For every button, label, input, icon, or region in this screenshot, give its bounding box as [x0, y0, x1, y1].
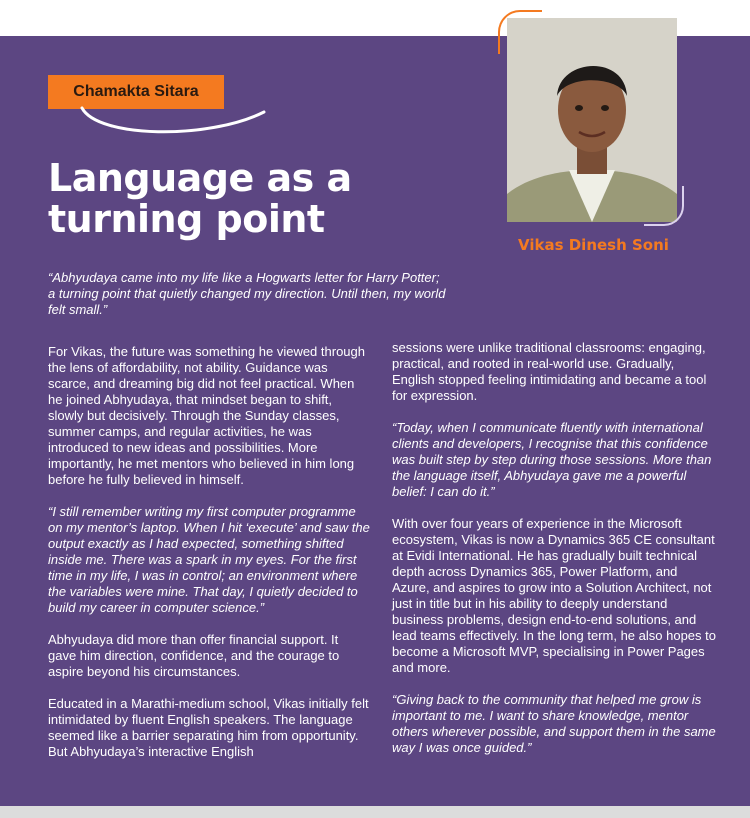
bottom-margin [0, 806, 750, 818]
right-column [392, 340, 716, 772]
paragraph: With over four years of experience in the Microsoft ecosystem, Vikas is now a Dynamics 365 CE consultant at Evidi International. He has gradually built technical depth across Dynamics 365, Power Platform, and Azure, and aspires to grow into a Solution Architect, not just in title but in his ability to deeply understand business problems, design end-to-end solutions, and lead teams effectively. In the long term, he also hopes to become a Microsoft MVP, specialising in Power Pages and more. [392, 516, 716, 675]
quote-paragraph: “I still remember writing my first computer programme on my mentor’s laptop. When I hit ‘execute’ and saw the output exactly as I had expected, something shifted inside me. There was a spark in my eyes. For the first time in my life, I was in control; an environment where the variables were mine. That day, I quietly decided to build my career in computer science.” [48, 504, 370, 615]
lead-quote: “Abhyudaya came into my life like a Hogwarts letter for Harry Potter; a turning point that quietly changed my direction. Until then, my world felt small.” [48, 270, 446, 317]
paragraph: Abhyudaya did more than offer financial support. It gave him direction, confidence, and the courage to aspire beyond his circumstances. [48, 632, 340, 679]
paragraph: sessions were unlike traditional classrooms: engaging, practical, and rooted in real-world use. Gradually, English stopped feeling intimidating and became a tool for expression. [392, 340, 707, 403]
left-column [48, 344, 370, 776]
section-tag: Chamakta Sitara [48, 75, 224, 109]
photo-accent-bottom [644, 186, 684, 226]
person-name: Vikas Dinesh Soni [518, 236, 669, 254]
headline: Language as a turning point [48, 156, 352, 241]
paragraph: For Vikas, the future was something he viewed through the lens of affordability, not ability. Guidance was scarce, and dreaming big did not feel practical. When he joined Abhyudaya, that mindset began to shift, slowly but decisively. Through the Sunday classes, summer camps, and regular activities, he was introduced to new ideas and possibilities. More importantly, he met mentors who believed in him long before he fully believed in himself. [48, 344, 365, 487]
paragraph: Educated in a Marathi-medium school, Vikas initially felt intimidated by fluent English speakers. The language seemed like a barrier separating him from opportunity. But Abhyudaya’s interactive English [48, 696, 369, 759]
quote-paragraph: “Today, when I communicate fluently with international clients and developers, I recognise that this confidence was built step by step during those sessions. More than the language itself, Abhyudaya gave me a powerful belief: I can do it.” [392, 420, 712, 499]
quote-paragraph: “Giving back to the community that helped me grow is important to me. I want to share knowledge, mentor others wherever possible, and support them in the same way I was once guided.” [392, 692, 716, 755]
swoosh-decoration [78, 100, 268, 140]
